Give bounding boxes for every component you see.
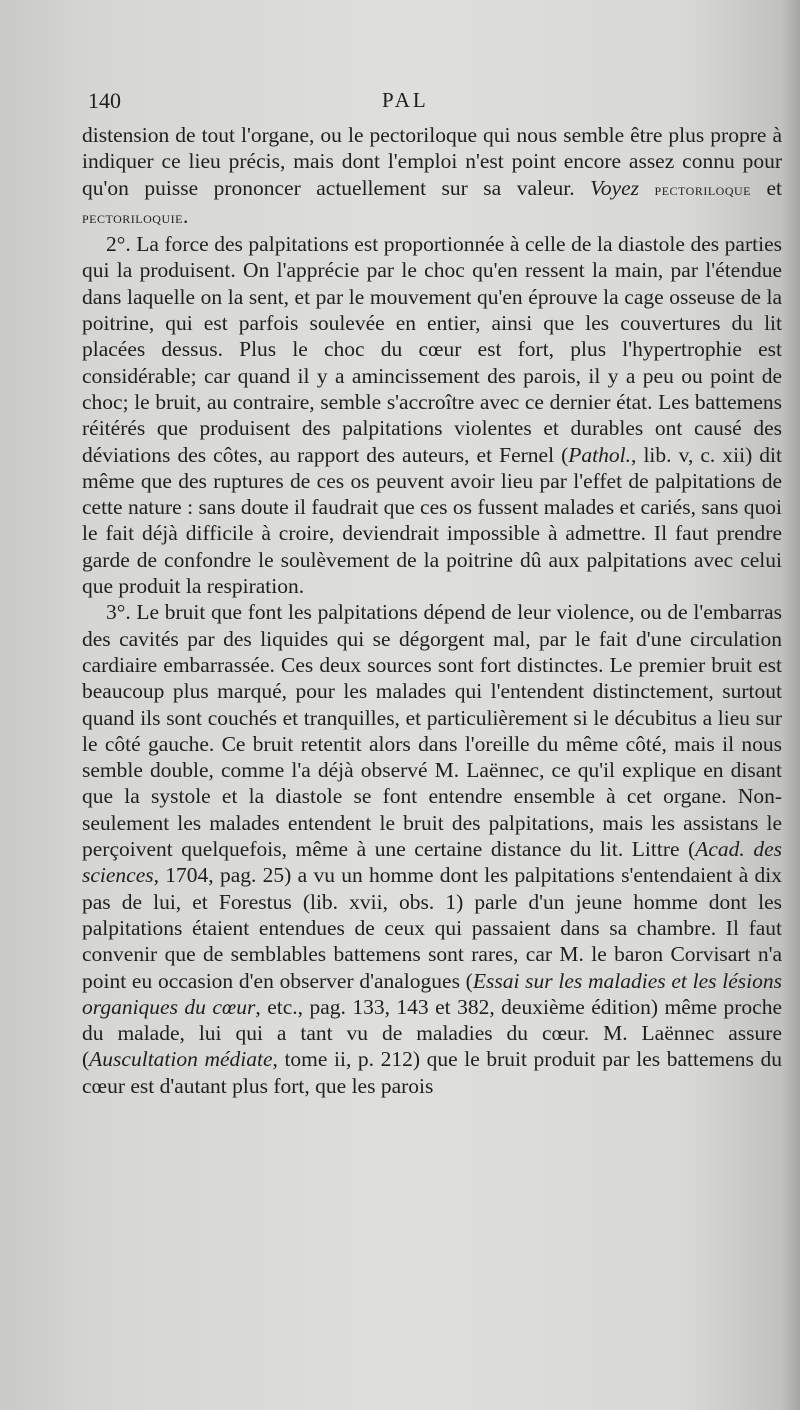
text-segment: , tome ii, p. 212) que le bruit produit par les battemens du cœur est d'autant plus fort, que les parois — [82, 1047, 782, 1098]
italic-text: Pathol. — [568, 442, 632, 467]
text-segment: , 1704, pag. 25) a vu un homme dont les palpitations s'entendaient à dix pas de lui, et Forestus (lib. xvii, obs. 1) parle d'un jeune homme dont les palpitations étaient entendues de ceux qui passaient dans sa chambre. Il faut convenir que de semblables battemens sont rares, car M. le baron Corvisart n'a point eu occasion d'en observer d'analogues ( — [82, 863, 782, 993]
text-segment: 3°. Le bruit que font les palpitations dépend de leur violence, ou de l'embarras des cavités par des liquides qui se dégorgent mal, par le fait d'une circulation cardiaire embarrassée. Ces deux sources sont fort distinctes. Le premier bruit est beaucoup plus marqué, pour les malades qui l'entendent distinctement, surtout quand ils sont couchés et tranquilles, et particulièrement si le décubitus a lieu sur le côté gauche. Ce bruit retentit alors dans l'oreille du même côté, mais il nous semble double, comme l'a déjà observé M. Laënnec, ce qu'il explique en disant que la systole et la diastole se font entendre ensemble à cet organe. Non-seulement les malades entendent le bruit des palpitations, mais les assistans le perçoivent quelquefois, même à une certaine distance du lit. Littre ( — [82, 600, 782, 862]
italic-text: Auscultation médiate — [89, 1047, 273, 1072]
paragraph-force — [82, 231, 782, 599]
small-caps-text: pectoriloquie — [82, 207, 183, 227]
text-segment — [639, 176, 654, 200]
text-segment: distension de tout l'organe, ou le pectoriloque qui nous semble être plus propre à indiquer ce lieu précis, mais dont l'emploi n'est point encore assez connu pour qu'on puisse prononcer actuellement sur sa valeur. — [82, 123, 782, 200]
text-segment: 2°. La force des palpitations est proportionnée à celle de la diastole des parties qui la produisent. On l'apprécie par le choc qu'en ressent la main, par l'étendue dans laquelle on la sent, et par le mouvement qu'en éprouve la cage osseuse de la poitrine, qui est parfois soulevée en entier, ainsi que les couvertures du lit placées dessus. Plus le choc du cœur est fort, plus l'hypertrophie est considérable; car quand il y a amincissement des parois, il y a peu ou point de choc; le bruit, au contraire, semble s'accroître avec ce dernier état. Les battemens réitérés que produisent des palpitations violentes et durables ont causé des déviations des côtes, au rapport des auteurs, et Fernel ( — [82, 232, 782, 467]
text-segment: , etc., pag. 133, 143 et 382, deuxième édition) même proche du malade, lui qui a tant vu de maladies du cœur. M. Laënnec assure ( — [82, 994, 783, 1072]
italic-text: Acad. des sciences — [82, 837, 782, 888]
binding-shadow — [782, 0, 800, 1410]
text-segment: et — [750, 175, 782, 200]
italic-text: Voyez — [590, 175, 640, 200]
italic-text: Essai sur les maladies et les lésions organiques du cœur — [82, 968, 782, 1019]
text-segment: . — [182, 203, 189, 228]
paragraph-bruit — [82, 599, 782, 1099]
small-caps-text: pectoriloque — [654, 179, 751, 199]
running-title: PAL — [382, 88, 429, 112]
body-text — [82, 122, 782, 1099]
text-segment: , lib. v, c. xii) dit même que des ruptures de ces os peuvent avoir lieu par l'effet de palpitations de cette nature : sans doute il faudrait que ces os fussent malades et cariés, sans quoi le fait déjà difficile à croire, deviendrait impossible à admettre. Il faut prendre garde de confondre le soulèvement de la poitrine dû aux palpitations avec celui que produit la respiration. — [82, 442, 782, 599]
page-number: 140 — [88, 88, 121, 113]
running-head — [82, 88, 782, 122]
paragraph-continuation — [82, 122, 782, 231]
